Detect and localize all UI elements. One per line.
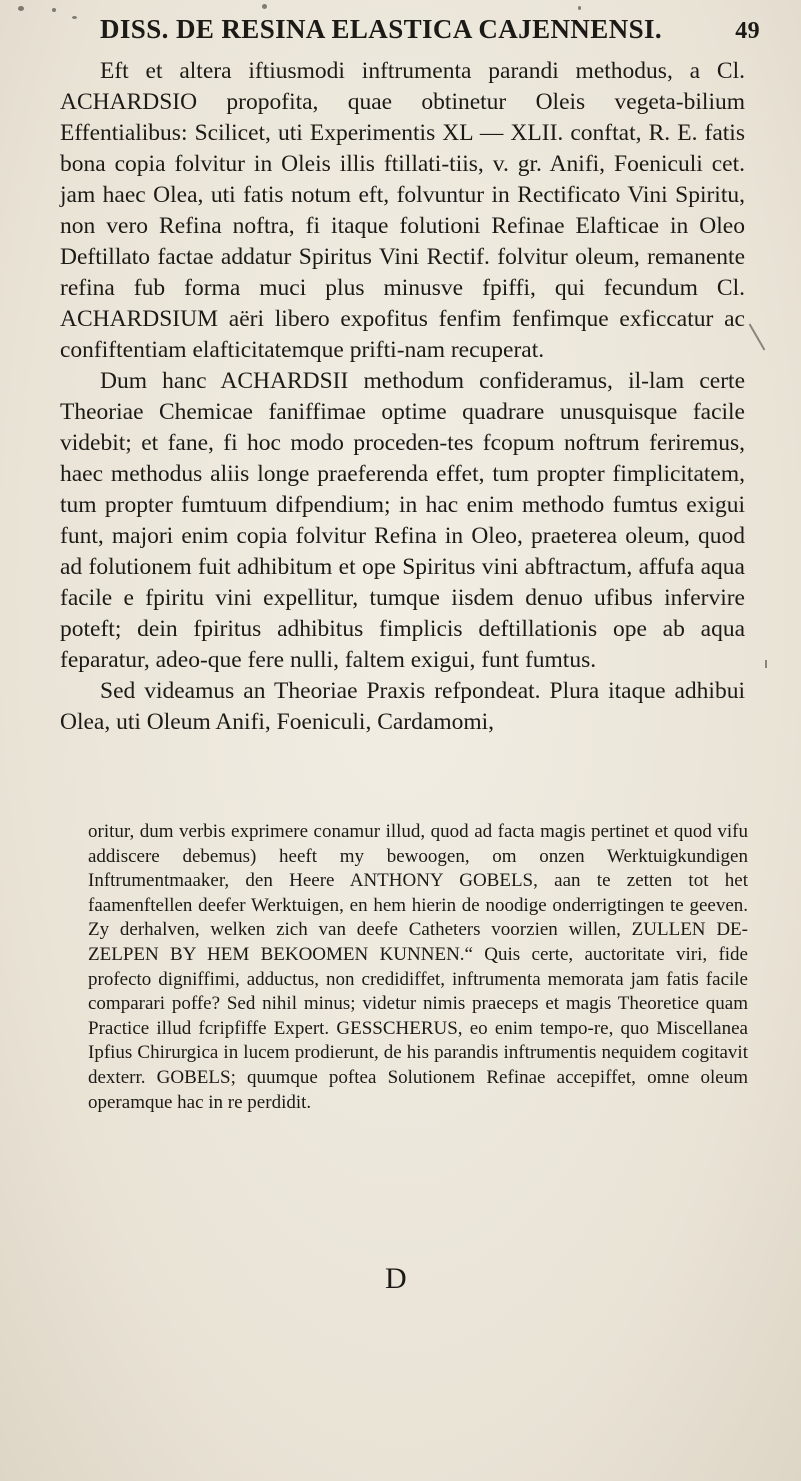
paper-speck bbox=[52, 8, 56, 12]
paragraph: Eft et altera iftiusmodi inftrumenta parandi methodus, a Cl. ACHARDSIO propofita, quae obtinetur Oleis vegeta-bilium Effentialibus: Scilicet, uti Experimentis XL — XLII. conftat, R. E. fatis bona copia folvitur in Oleis illis ftillati-tiis, v. gr. Anifi, Foeniculi cet. jam haec Olea, uti fatis notum eft, folvuntur in Rectificato Vini Spiritu, non vero Refina noftra, fi itaque folutioni Refinae Elafticae in Oleo Deftillato factae addatur Spiritus Vini Rectif. folvitur oleum, remanente refina fub forma muci plus minusve fpiffi, qui fecundum Cl. ACHARDSIUM aëri libero expofitus fenfim fenfimque exficcatur ac confiftentiam elafticitatemque prifti-nam recuperat. bbox=[60, 58, 745, 363]
paper-speck bbox=[578, 6, 581, 10]
signature-mark: D bbox=[385, 1262, 407, 1295]
margin-mark bbox=[765, 660, 767, 668]
paragraph: Sed videamus an Theoriae Praxis refpondeat. Plura itaque adhibui Olea, uti Oleum Anifi, Foeniculi, Cardamomi, bbox=[60, 678, 745, 735]
footnote bbox=[88, 820, 748, 1115]
main-text bbox=[60, 56, 745, 738]
running-header bbox=[100, 14, 760, 45]
footnote-text: oritur, dum verbis exprimere conamur illud, quod ad facta magis pertinet et quod vifu addiscere debemus) heeft my bewoogen, om onzen Werktuigkundigen Inftrumentmaaker, den Heere ANTHONY GOBELS, aan te zetten tot het faamenftellen deefer Werktuigen, en hem hierin de noodige onderrigtingen te geeven. Zy derhalven, welken zich van deefe Catheters voorzien willen, ZULLEN DE-ZELPEN BY HEM BEKOOMEN KUNNEN.“ Quis certe, auctoritate viri, fide profecto digniffimi, adductus, non credidiffet, inftrumenta memorata jam fatis facile comparari poffe? Sed nihil minus; videtur nimis praeceps et magis Theoretice quam Practice illud fcripfiffe Expert. GESSCHERUS, eo enim tempo-re, quo Miscellanea Ipfius Chirurgica in lucem prodierunt, de his parandis inftrumentis nequidem cogitavit dexterr. GOBELS; quumque poftea Solutionem Refinae accepiffet, omne oleum operamque hac in re perdidit. bbox=[88, 821, 748, 1113]
paper-speck bbox=[72, 16, 77, 19]
paragraph: Dum hanc ACHARDSII methodum confideramus, il-lam certe Theoriae Chemicae faniffimae optime quadrare unusquisque facile videbit; et fane, fi hoc modo proceden-tes fcopum noftrum feriremus, haec methodus aliis longe praeferenda effet, tum propter fimplicitatem, tum propter fumtuum difpendium; in hac enim methodo fumtus exigui funt, majori enim copia folvitur Refina in Oleo, praeterea oleum, quod ad folutionem fuit adhibitum et ope Spiritus vini abftractum, affufa aqua facile e fpiritu vini expellitur, tumque iisdem denuo ufibus infervire poteft; dein fpiritus adhibitus fimplicis deftillationis ope ab aqua feparatur, adeo-que fere nulli, faltem exigui, funt fumtus. bbox=[60, 368, 745, 673]
paper-speck bbox=[262, 4, 267, 9]
running-title: DISS. DE RESINA ELASTICA CAJENNENSI. bbox=[100, 14, 663, 44]
margin-mark bbox=[749, 324, 766, 351]
paper-speck bbox=[18, 6, 24, 11]
page-number: 49 bbox=[735, 18, 760, 44]
